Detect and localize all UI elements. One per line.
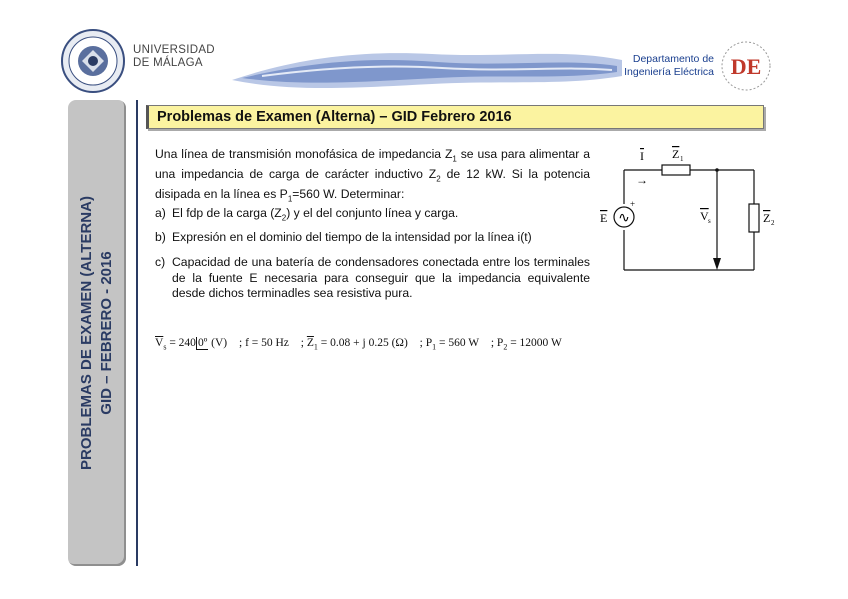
department-logo	[720, 40, 772, 92]
z2-label-sub: 2	[771, 219, 775, 227]
p1-sub: 1	[432, 342, 437, 352]
sidebar-line2: GID – FEBRERO - 2016	[98, 251, 115, 415]
p1-symbol: P	[425, 337, 433, 349]
page-title: Problemas de Examen (Alterna) – GID Febrero 2016	[157, 109, 512, 125]
source-plus: +	[630, 199, 636, 209]
intro-sub: 1	[452, 154, 457, 164]
vs-angle: 0º	[197, 337, 208, 349]
intro-text: de 12 kW. Si la potencia disipada en la línea es P	[155, 166, 590, 201]
department-line2: Ingeniería Eléctrica	[624, 66, 714, 78]
question-text	[172, 206, 590, 226]
node-dot	[715, 168, 719, 172]
question-text-part: ) y el del conjunto línea y carga.	[286, 206, 459, 220]
z2-impedance-box	[749, 204, 759, 232]
z2-label: Z	[763, 211, 771, 225]
current-label: I	[640, 149, 644, 163]
university-seal-logo	[60, 28, 126, 94]
vs-label-sub: s	[708, 217, 711, 225]
intro-text: =560 W. Determinar:	[292, 186, 405, 201]
header-wave-decoration	[232, 40, 622, 92]
university-line1: UNIVERSIDAD	[133, 44, 215, 56]
vs-symbol: $\overline{V}$	[155, 337, 164, 349]
question-a	[155, 206, 590, 226]
p1-value: = 560 W	[436, 337, 479, 349]
question-sub: 2	[281, 213, 287, 223]
p2-value: = 12000 W	[507, 337, 562, 349]
dept-logo-letters: DE	[730, 54, 762, 79]
vs-data	[155, 337, 228, 352]
frequency-data: f = 50 Hz	[245, 337, 289, 349]
title-bar	[146, 105, 764, 129]
z1-sub: 1	[313, 342, 318, 352]
vs-unit: (V)	[208, 337, 228, 349]
question-text-part: El fdp de la carga (Z	[172, 206, 282, 220]
intro-sub: 2	[436, 174, 441, 184]
sidebar-title	[77, 196, 117, 470]
question-text: Capacidad de una batería de condensadores conectada entre los terminales de la fuente E necesaria para conseguir que la impedancia equivalente desde dichos terminadles sea resistiva pura.	[172, 255, 590, 300]
z1-data	[306, 337, 408, 352]
z1-symbol: $\overline{Z}$	[306, 337, 314, 349]
question-c	[155, 255, 590, 302]
intro-sub: 1	[287, 194, 293, 204]
question-tag: b)	[155, 230, 166, 244]
p2-data	[496, 337, 562, 352]
p2-sub: 2	[503, 342, 508, 352]
intro-text: Una línea de transmisión monofásica de impedancia Z	[155, 147, 453, 161]
question-tag: a)	[155, 206, 166, 220]
z1-value: = 0.08 + j 0.25 (Ω)	[317, 337, 408, 349]
z1-impedance-box	[662, 165, 690, 175]
vertical-divider	[136, 100, 138, 566]
separator: ;	[419, 337, 423, 349]
question-b	[155, 230, 590, 246]
current-arrow: →	[636, 173, 648, 187]
question-text: Expresión en el dominio del tiempo de la intensidad por la línea i(t)	[172, 230, 532, 244]
department-line1: Departamento de	[632, 53, 714, 65]
p1-data	[425, 337, 479, 352]
problem-intro	[155, 147, 590, 207]
intro-text: se usa para alimentar a una impedancia de carga de carácter inductivo Z	[155, 147, 591, 181]
separator: ;	[300, 337, 304, 349]
separator: ;	[490, 337, 495, 349]
vs-value: = 240	[166, 337, 196, 349]
vs-sub: s	[163, 342, 167, 352]
question-tag: c)	[155, 255, 166, 269]
university-line2: DE MÁLAGA	[133, 57, 203, 69]
p2-symbol: P	[496, 337, 504, 349]
source-label: E	[600, 211, 608, 225]
vs-label: V	[700, 209, 709, 223]
source-sine-symbol: ∿	[618, 211, 630, 226]
university-name	[133, 44, 215, 70]
given-data-line	[155, 337, 562, 351]
sidebar-panel	[68, 100, 126, 566]
z1-label-sub: 1	[680, 155, 684, 163]
sidebar-line1: PROBLEMAS DE EXAMEN (ALTERNA)	[78, 196, 95, 470]
department-name	[622, 53, 714, 79]
circuit-diagram	[596, 140, 786, 280]
separator: ;	[238, 337, 243, 349]
z1-label: Z	[672, 147, 680, 161]
vs-arrow-head	[713, 258, 721, 270]
